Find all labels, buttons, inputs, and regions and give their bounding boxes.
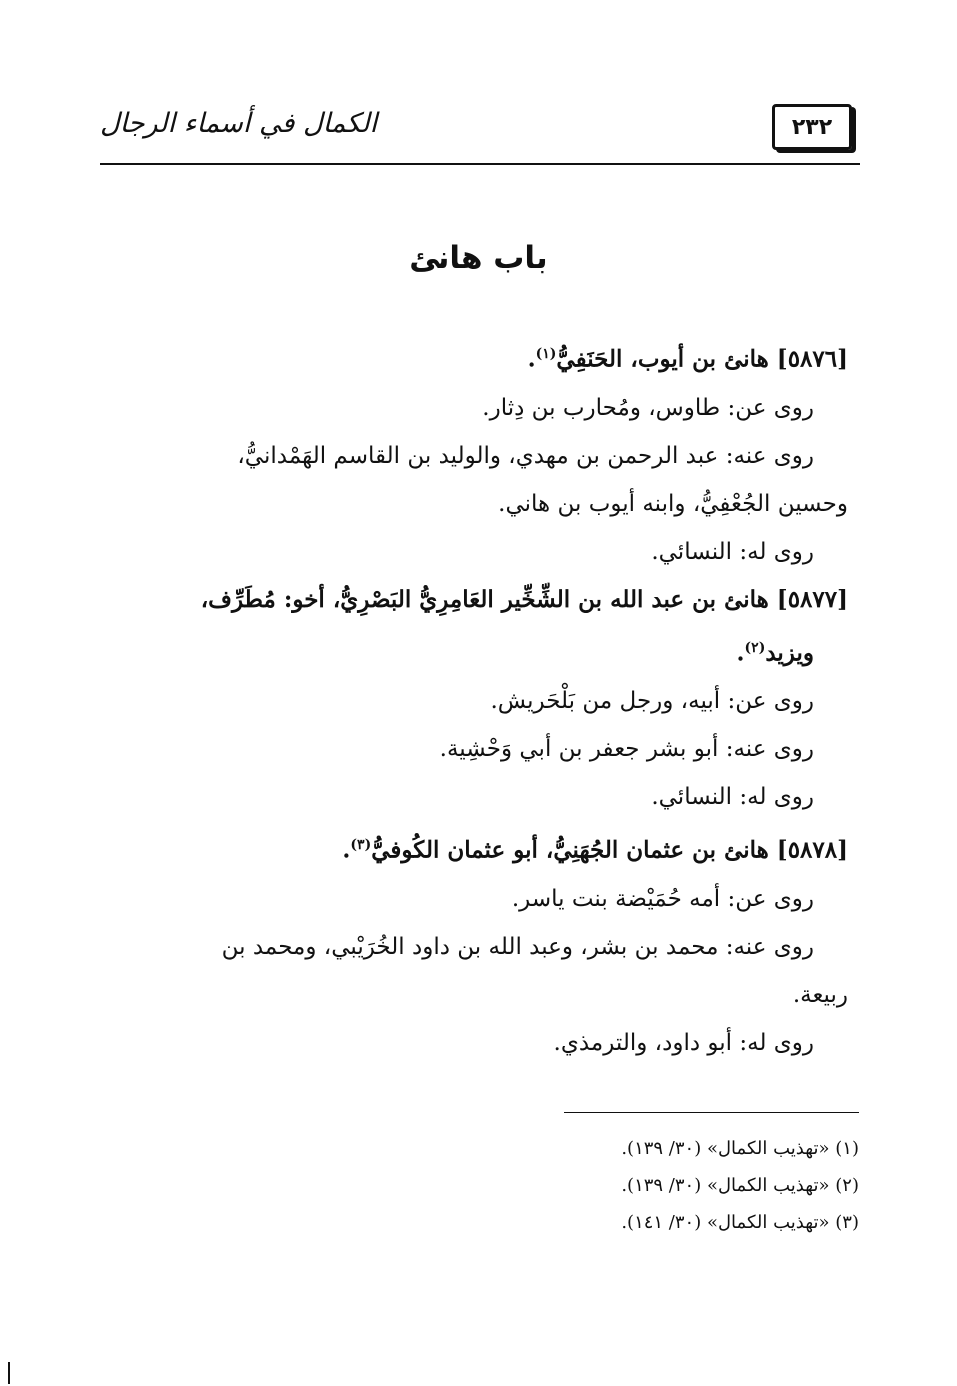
heading-end: . <box>342 836 351 864</box>
entry-heading <box>108 576 848 624</box>
entry-5878 <box>108 821 848 1067</box>
footnote: (٢) «تهذيب الكمال» (٣٠/ ١٣٩). <box>621 1175 859 1196</box>
entry-line-text: روى عنه: عبد الرحمن بن مهدي، والوليد بن القاسم الهَمْدانيُّ، <box>237 442 814 469</box>
body-text <box>108 330 848 1067</box>
footnote-ref: (٢) <box>744 639 766 656</box>
entry-line-continued: ربيعة. <box>792 981 848 1008</box>
entry-heading-text: [٥٨٧٦] هانئ بن أيوب، الحَنَفِيُّ <box>556 345 848 373</box>
entry-line: روى عن: طاوس، ومُحارب بن دِثار. <box>482 394 814 421</box>
entry-heading <box>108 821 848 875</box>
footnote-ref: (١) <box>535 346 557 362</box>
entry-line-continued: وحسين الجُعْفِيُّ، وابنه أيوب بن هاني. <box>498 490 848 517</box>
entry-heading-text: [٥٨٧٨] هانئ بن عثمان الجُهَنِيُّ، أبو عثمان الكُوفيُّ <box>371 836 848 864</box>
entry-line: روى عنه: أبو بشر جعفر بن أبي وَحْشِية. <box>439 736 814 763</box>
chapter-title: باب هانئ <box>409 240 548 276</box>
header-rule <box>100 163 860 165</box>
entry-line: روى عن: أبيه، ورجل من بَلْحَريش. <box>490 688 814 715</box>
book-title: الكمال في أسماء الرجال <box>100 108 378 139</box>
heading-end: . <box>736 639 745 667</box>
entry-line <box>108 432 848 480</box>
heading-end: . <box>527 345 536 373</box>
entry-5876 <box>108 330 848 576</box>
entry-line: روى له: النسائي. <box>651 538 814 565</box>
footnote: (١) «تهذيب الكمال» (٣٠/ ١٣٩). <box>621 1138 859 1159</box>
entry-5877 <box>108 576 848 822</box>
entry-line: روى عنه: محمد بن بشر، وعبد الله بن داود الخُرَيْبي، ومحمد بن <box>221 933 814 960</box>
footnote-ref: (٣) <box>350 837 372 854</box>
entry-heading-text: [٥٨٧٧] هانئ بن عبد الله بن الشِّخِّير العَامِرِيُّ البَصْرِيُّ، أخو: مُطَرِّف، <box>200 585 848 613</box>
footnote-rule <box>564 1112 859 1113</box>
page-number: ٢٣٢ <box>772 104 852 150</box>
entry-line: روى له: النسائي. <box>651 784 814 811</box>
footnote: (٣) «تهذيب الكمال» (٣٠/ ١٤١). <box>621 1212 859 1233</box>
entry-line: روى عن: أمه حُمَيْضة بنت ياسر. <box>511 885 814 912</box>
entry-heading-continued <box>108 624 848 678</box>
entry-heading <box>108 330 848 384</box>
entry-line: روى له: أبو داود، والترمذي. <box>553 1029 814 1056</box>
margin-mark <box>8 1362 10 1384</box>
entry-heading-text: ويزيد <box>765 639 814 667</box>
footnotes <box>359 1130 859 1241</box>
page-header <box>100 100 860 170</box>
